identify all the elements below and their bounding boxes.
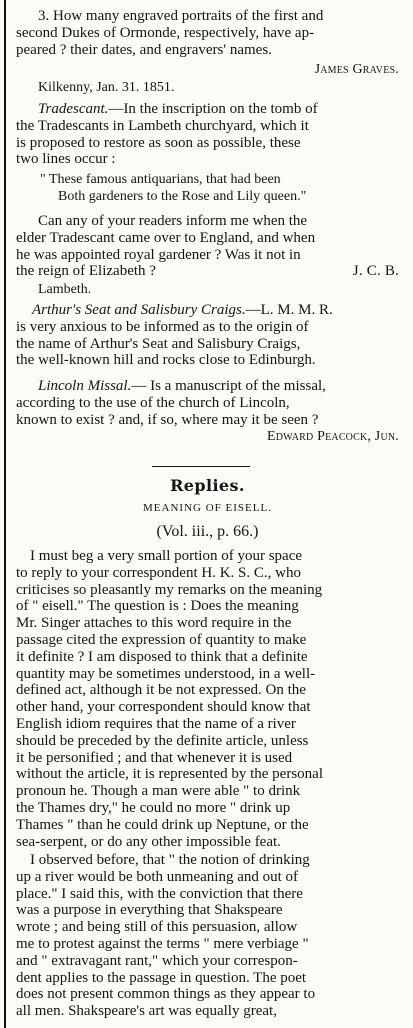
lincoln-heading: Lincoln Missal. (38, 378, 132, 394)
query-3 (16, 8, 399, 58)
reply-p1-line-5: Mr. Singer attaches to this word require in the (16, 615, 292, 632)
reply-p1-line-1: I must beg a very small portion of your space (30, 548, 303, 564)
tradescant-quote (16, 172, 399, 206)
reply-p2-line-6: me to protest against the terms " mere verbiage " (16, 935, 309, 952)
tradescant-question-line-4: the reign of Elizabeth ? (16, 263, 156, 280)
reply-p1-line-8: quantity may be sometimes understood, in a well- (16, 665, 316, 682)
reply-p1-line-15: pronoun he. Though a man were able " to drink (16, 783, 301, 800)
reply-p1-line-7: it definite ? I am disposed to think that a definite (16, 648, 308, 665)
article-reference: (Vol. iii., p. 66.) (156, 523, 259, 540)
reply-p2-line-3: place." I said this, with the conviction that there (16, 885, 303, 902)
reply-p1-line-11: English idiom requires that the name of a river (16, 715, 296, 732)
tradescant-question-line-2: elder Tradescant came over to England, and when (16, 229, 316, 246)
reply-p1-line-4: of " eisell." The question is : Does the meaning (16, 598, 299, 615)
reply-p2-line-10: all men. Shakspeare's art was equally great, (16, 1003, 277, 1020)
reply-p1-line-16: the Thames dry," he could no more " drink up (16, 799, 291, 816)
reply-p1-line-13: it be personified ; and that whenever it is used (16, 749, 293, 766)
tradescant-place: Lambeth. (38, 282, 92, 297)
lincoln-query (16, 378, 399, 428)
left-margin-rule (4, 0, 6, 1028)
tradescant-query (16, 101, 399, 168)
arthur-line-1: —L. M. M. R. (245, 302, 333, 318)
reply-p1-line-12: should be preceded by the definite article, unless (16, 732, 309, 749)
arthur-line-4: the well-known hill and rocks close to Edinburgh. (16, 352, 316, 369)
tradescant-line-2: the Tradescants in Lambeth churchyard, which it (16, 117, 309, 134)
reply-p2-line-2: up a river would be both unmeaning and out of (16, 868, 299, 885)
reply-p2-line-5: wrote ; and being still of this persuasion, allow (16, 919, 298, 936)
tradescant-line-3: is proposed to restore as soon as possible, these (16, 134, 301, 151)
query-3-place-date: Kilkenny, Jan. 31. 1851. (38, 80, 175, 95)
tradescant-heading: Tradescant. (38, 101, 109, 117)
tradescant-signature: J. C. B. (352, 263, 399, 279)
reply-p1-line-3: criticises so pleasantly my remarks on the meaning (16, 581, 323, 598)
tradescant-line-4: two lines occur : (16, 151, 116, 168)
reply-paragraph-2 (16, 852, 399, 1020)
reply-p1-line-18: sea-serpent, or do any other impossible feat. (16, 833, 281, 850)
reply-p2-line-4: was a purpose in everything that Shakspeare (16, 902, 283, 919)
arthur-query (16, 302, 399, 369)
reply-p2-line-8: dent applies to the passage in question. The poet (16, 969, 307, 986)
arthur-heading: Arthur's Seat and Salisbury Craigs. (32, 302, 246, 318)
section-divider (152, 466, 250, 467)
reply-p1-line-9: defined act, although it be not expressed. On the (16, 682, 306, 699)
lincoln-line-2: according to the use of the church of Lincoln, (16, 394, 290, 411)
reply-p1-line-2: to reply to your correspondent H. K. S. C., who (16, 564, 301, 581)
query-3-line-2: second Dukes of Ormonde, respectively, have ap- (16, 24, 315, 41)
reply-p2-line-9: does not present common things as they appear to (16, 986, 316, 1003)
tradescant-line-1: —In the inscription on the tomb of (108, 101, 318, 117)
reply-p1-line-10: other hand, your correspondent should know that (16, 699, 311, 716)
lincoln-line-1: — Is a manuscript of the missal, (131, 378, 326, 394)
tradescant-question-line-3: he was appointed royal gardener ? Was it not in (16, 246, 301, 263)
replies-section-title: Replies. (170, 476, 245, 495)
lincoln-signature: Edward Peacock, Jun. (266, 429, 399, 444)
query-3-line-3: peared ? their dates, and engravers' names. (16, 41, 272, 58)
reply-p1-line-17: Thames " than he could drink up Neptune, or the (16, 816, 309, 833)
tradescant-quote-line-2: Both gardeners to the Rose and Lily queen." (58, 188, 307, 204)
tradescant-quote-line-1: " These famous antiquarians, that had been (40, 172, 281, 187)
query-3-line-1: 3. How many engraved portraits of the first and (38, 8, 324, 24)
article-title: MEANING OF EISELL. (143, 502, 272, 514)
arthur-line-3: the name of Arthur's Seat and Salisbury Craigs, (16, 335, 301, 352)
tradescant-question (16, 213, 399, 280)
query-3-signature: James Graves. (314, 62, 399, 77)
reply-p2-line-1: I observed before, that " the notion of drinking (30, 852, 310, 868)
arthur-line-2: is very anxious to be informed as to the origin of (16, 318, 309, 335)
reply-p2-line-7: and " extravagant rant," which your correspon- (16, 952, 298, 969)
reply-paragraph-1 (16, 548, 399, 850)
reply-p1-line-6: passage cited the expression of quantity to make (16, 631, 307, 648)
tradescant-question-line-1: Can any of your readers inform me when the (38, 213, 308, 229)
lincoln-line-3: known to exist ? and, if so, where may it be seen ? (16, 411, 319, 428)
reply-p1-line-14: without the article, it is represented by the personal (16, 766, 323, 783)
